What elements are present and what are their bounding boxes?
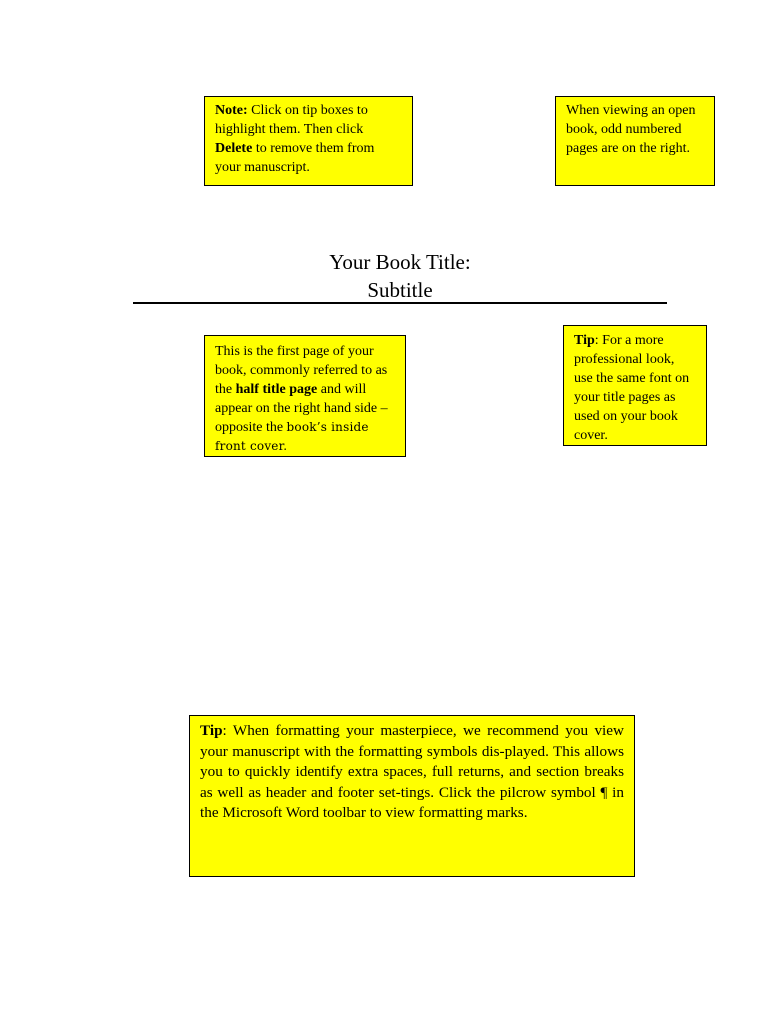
- half-title-text-1: This is the first page of your book, commonly referred to as the: [215, 344, 388, 397]
- note-label: Note:: [215, 103, 248, 118]
- half-title-text-3: book’s inside front cover.: [215, 420, 369, 453]
- delete-keyword: Delete: [215, 141, 253, 156]
- odd-pages-tip-text: When viewing an open book, odd numbered pages are on the right.: [566, 103, 696, 156]
- font-tip-text: : For a more professional look, use the same font on your title pages as used on your book cover.: [574, 333, 690, 443]
- formatting-tip-text: : When formatting your masterpiece, we recommend you view your manuscript with the formatting symbols dis-played. This allows you to quickly identify extra spaces, full returns, and section breaks as well as header and footer set-tings. Click the pilcrow symbol ¶ in the Microsoft Word toolbar to view formatting marks.: [200, 722, 624, 821]
- odd-pages-tip-box[interactable]: [555, 96, 715, 186]
- half-title-bold: half title page: [235, 382, 318, 397]
- note-text-1: Click on tip boxes to highlight them. Then click: [215, 103, 368, 137]
- half-title-text-2: and will appear on the right hand side – opposite the: [215, 382, 388, 435]
- note-text-2: to remove them from your manuscript.: [215, 141, 375, 175]
- font-tip-label: Tip: [574, 333, 595, 348]
- title-divider: [133, 302, 667, 304]
- book-title: Your Book Title:: [329, 250, 471, 274]
- book-title-block: [133, 248, 667, 304]
- note-tip-box[interactable]: [204, 96, 413, 186]
- formatting-tip-box[interactable]: [189, 715, 635, 877]
- book-subtitle: Subtitle: [367, 278, 433, 302]
- font-tip-box[interactable]: [563, 325, 707, 446]
- formatting-tip-label: Tip: [200, 722, 223, 739]
- half-title-tip-box[interactable]: [204, 335, 406, 457]
